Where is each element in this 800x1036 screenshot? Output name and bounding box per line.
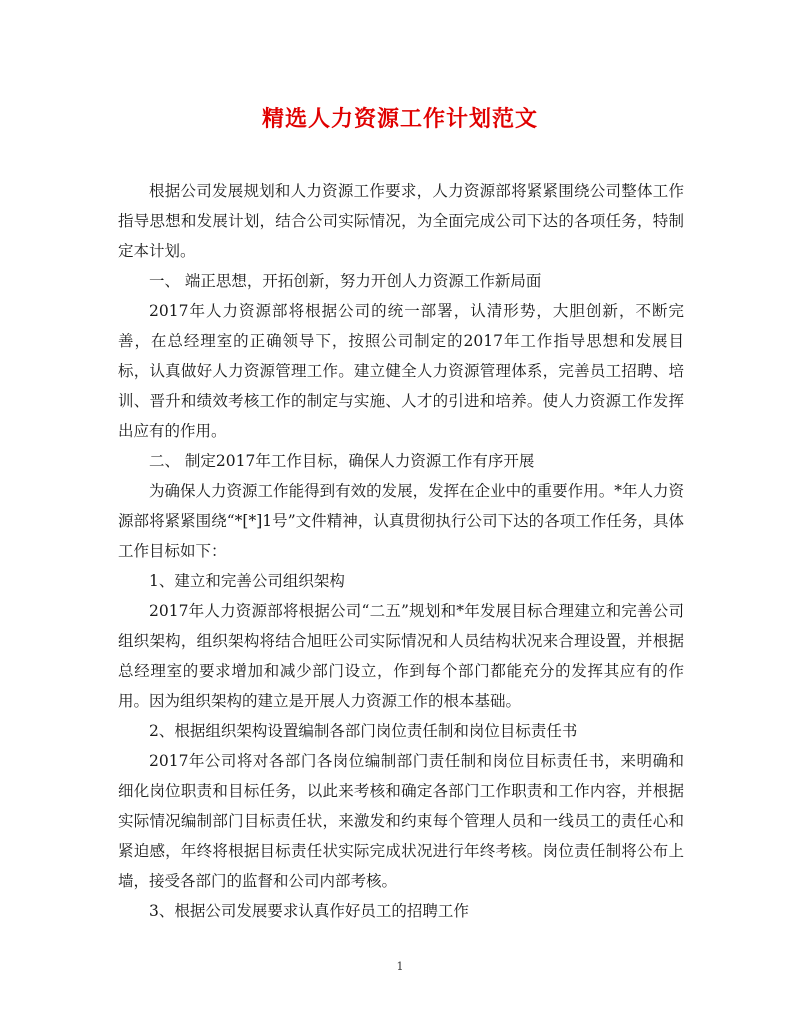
section-heading-2: 二、 制定2017年工作目标，确保人力资源工作有序开展 [149,452,535,470]
paragraph-subsection-2: 2017年公司将对各部门各岗位编制部门责任制和岗位目标责任书，来明确和细化岗位职责和目标任务，以此来考核和确定各部门工作职责和工作内容，并根据实际情况编制部门目标责任状，来激发和约束每个管理人员和一线员工的责任心和紧迫感，年终将根据目标责任状实际完成状况进行年终考核。岗位责任制将公布上墙，接受各部门的监督和公司内部考核。 [118,752,684,890]
paragraph-subsection-1: 2017年人力资源部将根据公司“二五”规划和*年发展目标合理建立和完善公司组织架构，组织架构将结合旭旺公司实际情况和人员结构状况来合理设置，并根据总经理室的要求增加和减少部门设立，作到每个部门都能充分的发挥其应有的作用。因为组织架构的建立是开展人力资源工作的根本基础。 [118,602,684,710]
subsection-heading-1: 1、建立和完善公司组织架构 [149,572,345,590]
document-body [118,176,684,926]
document-title: 精选人力资源工作计划范文 [261,106,538,132]
paragraph-section-1: 2017年人力资源部将根据公司的统一部署，认清形势，大胆创新，不断完善，在总经理室的正确领导下，按照公司制定的2017年工作指导思想和发展目标，认真做好人力资源管理工作。建立健全人力资源管理体系，完善员工招聘、培训、晋升和绩效考核工作的制定与实施、人才的引进和培养。使人力资源工作发挥出应有的作用。 [118,302,684,440]
subsection-heading-2: 2、根据组织架构设置编制各部门岗位责任制和岗位目标责任书 [149,722,578,740]
paragraph-intro: 根据公司发展规划和人力资源工作要求，人力资源部将紧紧围绕公司整体工作指导思想和发展计划，结合公司实际情况，为全面完成公司下达的各项任务，特制定本计划。 [118,182,684,260]
subsection-heading-3: 3、根据公司发展要求认真作好员工的招聘工作 [149,902,469,920]
page-number: 1 [396,960,404,973]
section-heading-1: 一、 端正思想，开拓创新，努力开创人力资源工作新局面 [149,272,542,290]
paragraph-section-2: 为确保人力资源工作能得到有效的发展，发挥在企业中的重要作用。*年人力资源部将紧紧围绕“*[*]1号”文件精神，认真贯彻执行公司下达的各项工作任务，具体工作目标如下： [118,482,684,560]
